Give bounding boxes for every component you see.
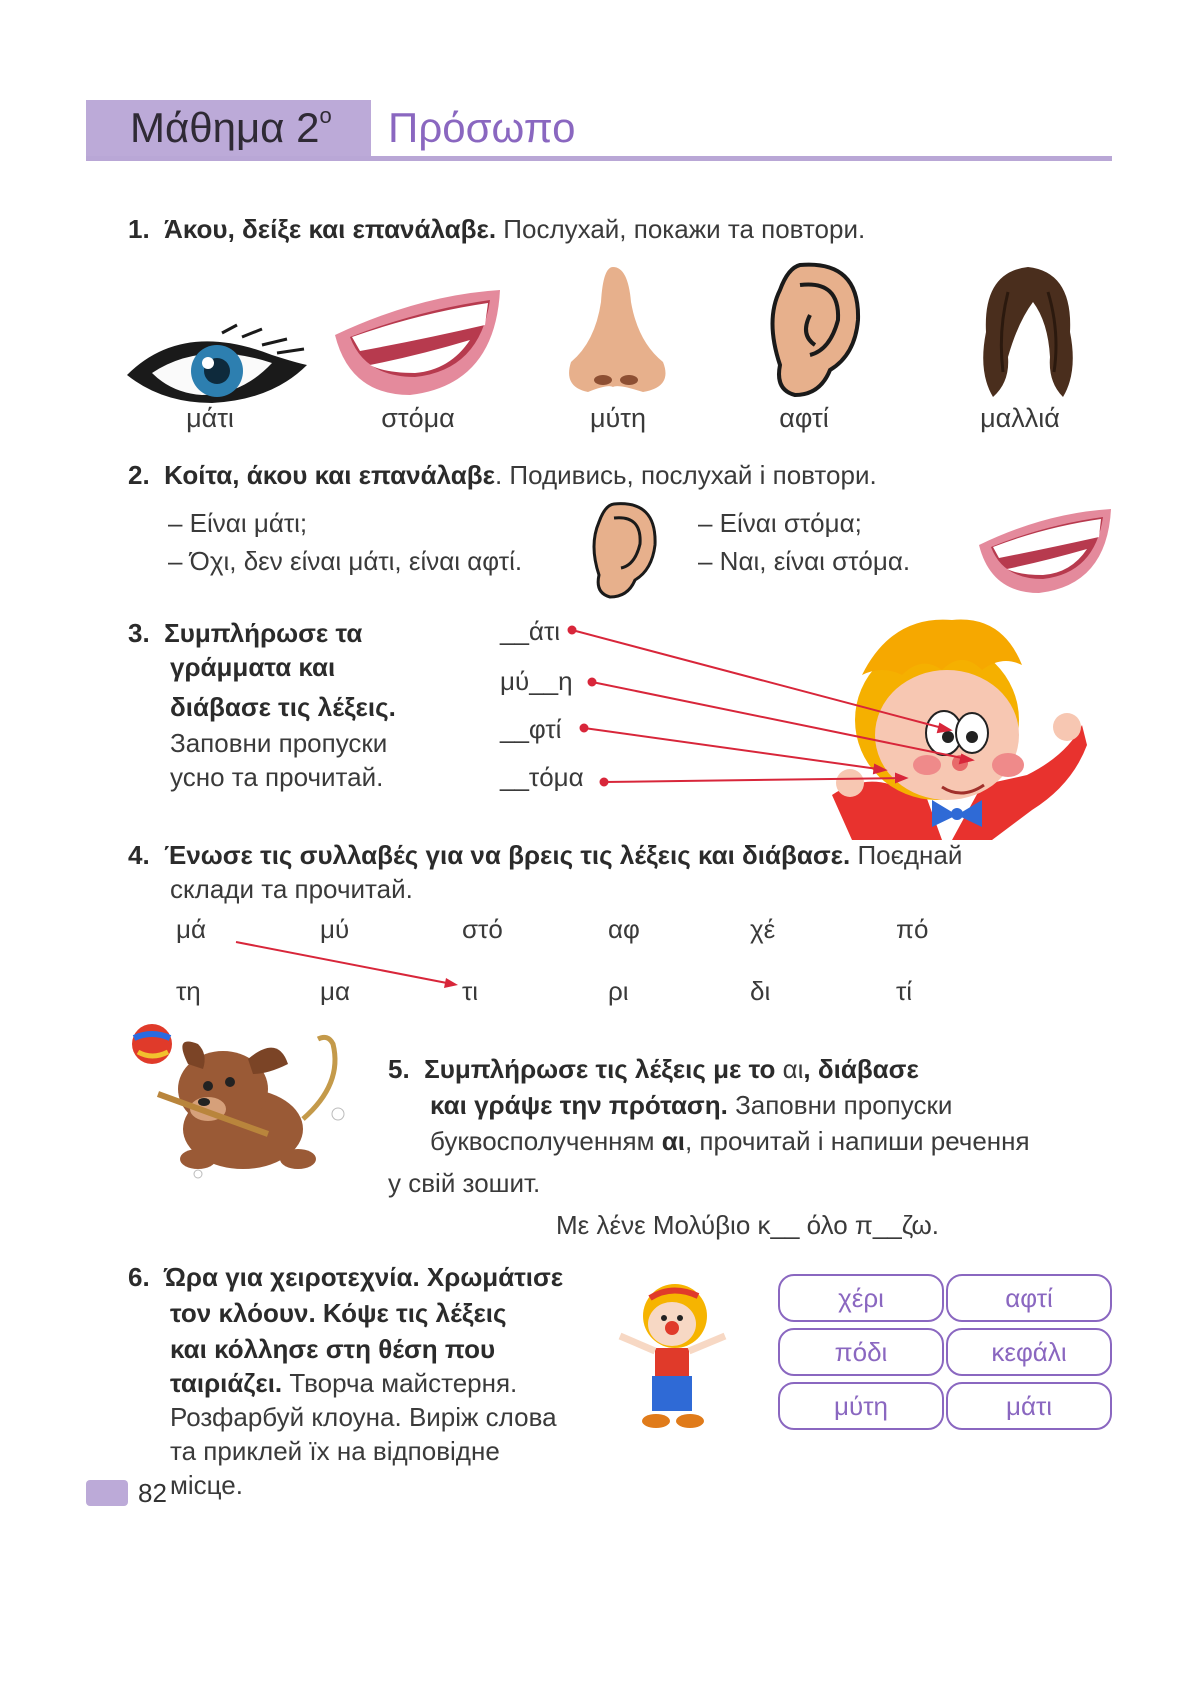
- dialog-line-1: – Είναι μάτι;: [168, 508, 308, 538]
- ex6-instruction-2: τον κλόουν. Κόψε τις λέξεις: [170, 1298, 507, 1328]
- word-card-hand[interactable]: χέρι: [778, 1274, 944, 1322]
- ex6-instruction-5: Розфарбуй клоуна. Виріж слова: [170, 1402, 557, 1432]
- ex6-instruction-1: 6. Ώρα για χειροτεχνία. Χρωμάτισε: [128, 1262, 564, 1292]
- ex5-instruction-4: у свій зошит.: [388, 1168, 541, 1198]
- fill-word-4: __τόμα: [500, 762, 584, 792]
- ex3-instruction-3: διάβασε τις λέξεις.: [170, 692, 396, 722]
- syllable-bottom-5: δι: [750, 976, 771, 1006]
- ex4-instruction-2: склади та прочитай.: [170, 874, 413, 904]
- word-card-nose[interactable]: μύτη: [778, 1382, 944, 1430]
- label-nose: μύτη: [589, 403, 646, 433]
- syllable-top-2: μύ: [320, 914, 350, 944]
- word-card-ear[interactable]: αφτί: [946, 1274, 1112, 1322]
- label-eye: μάτι: [186, 403, 234, 433]
- word-card-head[interactable]: κεφάλι: [946, 1328, 1112, 1376]
- syllable-bottom-4: ρι: [608, 976, 629, 1006]
- syllable-top-3: στό: [462, 914, 503, 944]
- ex6-instruction-4: ταιριάζει. Творча майстерня.: [170, 1368, 518, 1398]
- word-card-eye[interactable]: μάτι: [946, 1382, 1112, 1430]
- syllable-bottom-3: τι: [462, 976, 479, 1006]
- syllable-top-6: πό: [896, 914, 929, 944]
- ex3-instruction-1: 3. Συμπλήρωσε τα: [128, 618, 363, 648]
- lesson-topic: Πρόσωπο: [388, 104, 576, 151]
- label-hair: μαλλιά: [980, 403, 1060, 433]
- syllable-bottom-2: μα: [320, 976, 351, 1006]
- ex6-instruction-7: місце.: [170, 1470, 243, 1500]
- dialog-line-4: – Ναι, είναι στόμα.: [698, 546, 911, 576]
- fill-word-1: __άτι: [500, 616, 560, 646]
- ex3-instruction-2: γράμματα και: [170, 652, 336, 682]
- dog-illustration: [128, 1024, 353, 1179]
- ex5-instruction-3: буквосполученням αι, прочитай і напиши речення: [430, 1126, 1030, 1156]
- lesson-title: Μάθημα $2^o$: [130, 103, 332, 151]
- clown-illustration: [610, 1276, 740, 1436]
- ex3-instruction-4: Заповни пропуски: [170, 728, 388, 758]
- ex2-instruction: 2. Κοίτα, άκου και επανάλαβε. Подивись, послухай і повтори.: [128, 460, 877, 490]
- ex5-sentence: Με λένε Μολύβιο κ__ όλο π__ζω.: [556, 1210, 940, 1240]
- word-card-foot[interactable]: πόδι: [778, 1328, 944, 1376]
- dialog-line-3: – Είναι στόμα;: [698, 508, 862, 538]
- syllable-top-4: αφ: [608, 914, 640, 944]
- label-mouth: στόμα: [381, 403, 455, 433]
- syllable-top-1: μά: [176, 914, 207, 944]
- ex3-instruction-5: усно та прочитай.: [170, 762, 384, 792]
- ex1-instruction: 1. Άκου, δείξε και επανάλαβε. Послухай, покажи та повтори.: [128, 214, 866, 244]
- syllable-bottom-1: τη: [176, 976, 201, 1006]
- dialog-line-2: – Όχι, δεν είναι μάτι, είναι αφτί.: [168, 546, 523, 576]
- ex5-instruction-2: και γράψε την πρόταση. Заповни пропуски: [430, 1090, 953, 1120]
- ex6-instruction-6: та приклей їх на відповідне: [170, 1436, 500, 1466]
- syllable-bottom-6: τί: [896, 976, 913, 1006]
- label-ear: αφτί: [779, 403, 829, 433]
- page-number: 82: [138, 1478, 167, 1508]
- fill-word-3: __φτί: [500, 714, 562, 744]
- fill-word-2: μύ__η: [500, 666, 573, 696]
- ex6-instruction-3: και κόλλησε στη θέση που: [170, 1334, 496, 1364]
- ex4-instruction: 4. Ένωσε τις συλλαβές για να βρεις τις λέξεις και διάβασε. Поєднай: [128, 840, 963, 870]
- syllable-top-5: χέ: [750, 914, 776, 944]
- ex5-instruction-1: 5. Συμπλήρωσε τις λέξεις με το αι, διάβασε: [388, 1054, 919, 1084]
- page-number-tab: [86, 1480, 128, 1506]
